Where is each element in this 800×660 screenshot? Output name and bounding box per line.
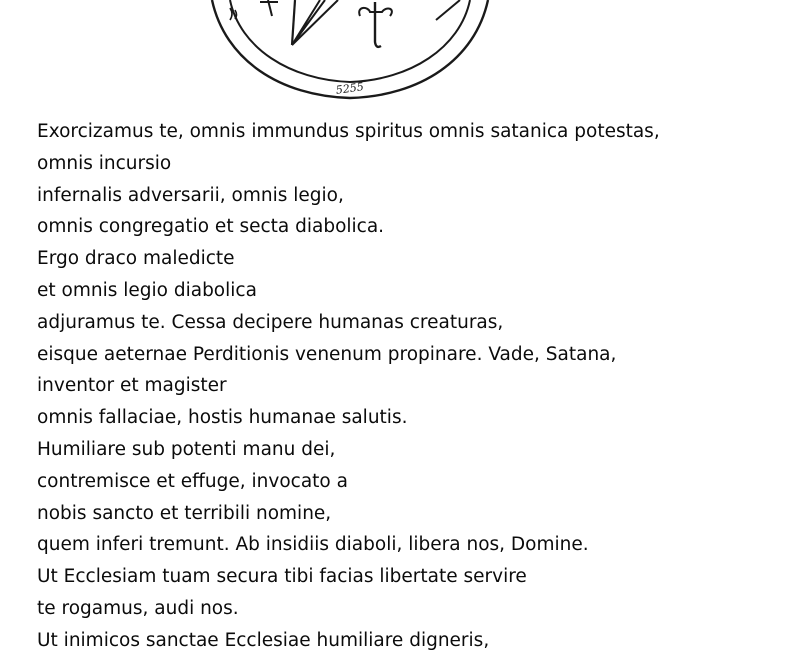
seal-ring-text: 5255 (335, 80, 365, 97)
text-line: infernalis adversarii, omnis legio, (37, 184, 344, 206)
text-line: te rogamus, audi nos. (37, 597, 239, 619)
text-line: inventor et magister (37, 375, 227, 397)
text-line: omnis fallaciae, hostis humanae salutis. (37, 407, 408, 429)
text-line: quem inferi tremunt. Ab insidiis diaboli, libera nos, Domine. (37, 534, 589, 556)
text-line: adjuramus te. Cessa decipere humanas creaturas, (37, 311, 504, 333)
text-line: contremisce et effuge, invocato a (37, 470, 348, 492)
text-line: Ut inimicos sanctae Ecclesiae humiliare digneris, (37, 629, 490, 651)
text-line: Ergo draco maledicte (37, 248, 235, 270)
text-line: nobis sancto et terribili nomine, (37, 502, 332, 524)
text-line: Exorcizamus te, omnis immundus spiritus omnis satanica potestas, (37, 121, 660, 142)
text-line: omnis incursio (37, 152, 172, 174)
pentagram-seal-icon (200, 0, 500, 110)
text-line: Ut Ecclesiam tuam secura tibi facias libertate servire (37, 566, 527, 588)
text-line: Humiliare sub potenti manu dei, (37, 438, 336, 460)
latin-exorcism-text (37, 116, 797, 657)
text-line: eisque aeternae Perditionis venenum propinare. Vade, Satana, (37, 343, 617, 365)
text-line: omnis congregatio et secta diabolica. (37, 216, 385, 238)
text-line: et omnis legio diabolica (37, 279, 257, 301)
